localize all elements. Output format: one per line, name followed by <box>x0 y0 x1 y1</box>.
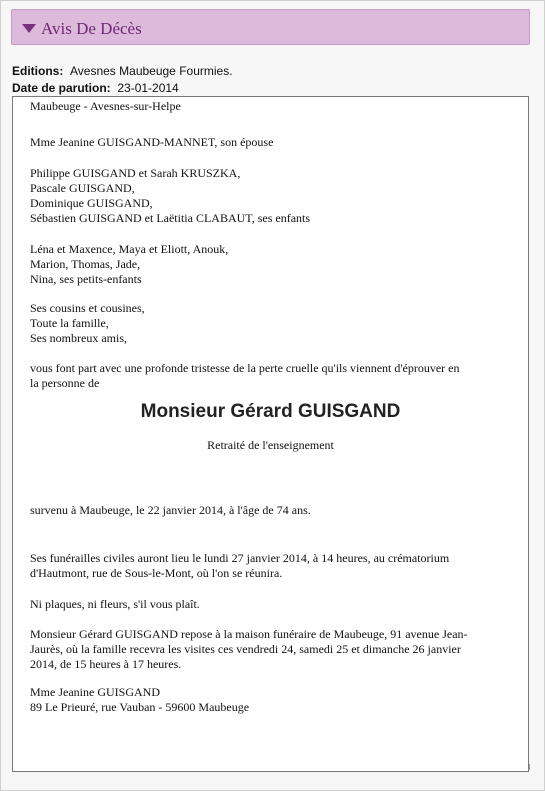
section-header[interactable] <box>11 9 530 45</box>
deceased-title: Retraité de l'enseignement <box>207 438 334 452</box>
notice-children: Philippe GUISGAND et Sarah KRUSZKA, Pascale GUISGAND, Dominique GUISGAND, Sébastien GUISGAND et Laëtitia CLABAUT, ses enfants <box>30 166 311 225</box>
notice-spouse: Mme Jeanine GUISGAND-MANNET, son épouse <box>30 135 274 149</box>
notice-location: Maubeuge - Avesnes-sur-Helpe <box>30 99 181 113</box>
notice-announcement: vous font part avec une profonde tristesse de la perte cruelle qu'ils viennent d'éprouver en la personne de <box>30 361 460 390</box>
publication-date-label: Date de parution: <box>12 81 111 95</box>
resize-mark <box>529 764 530 770</box>
editions-value: Avesnes Maubeuge Fourmies. <box>70 64 233 78</box>
notice-visits: Monsieur Gérard GUISGAND repose à la maison funéraire de Maubeuge, 91 avenue Jean- Jaurès, où la famille recevra les visites ces vendredi 24, samedi 25 et dimanche 26 janvier 2014, de 15 heures à 17 heures. <box>30 627 468 671</box>
notice-funeral: Ses funérailles civiles auront lieu le lundi 27 janvier 2014, à 14 heures, au crématorium d'Hautmont, rue de Sous-le-Mont, où l'on se réunira. <box>30 551 450 580</box>
publication-date-value: 23-01-2014 <box>117 81 179 95</box>
deceased-name: Monsieur Gérard GUISGAND <box>140 401 401 422</box>
editions-label: Editions: <box>12 64 64 78</box>
notice-contact: Mme Jeanine GUISGAND 89 Le Prieuré, rue Vauban - 59600 Maubeuge <box>30 685 250 714</box>
editions-line <box>12 64 233 78</box>
notice-family: Ses cousins et cousines, Toute la famille, Ses nombreux amis, <box>30 301 145 345</box>
collapse-triangle-icon[interactable] <box>22 24 36 33</box>
notice-grandchildren: Léna et Maxence, Maya et Eliott, Anouk, Marion, Thomas, Jade, Nina, ses petits-enfants <box>30 242 229 286</box>
obituary-notice <box>12 96 529 772</box>
notice-flowers: Ni plaques, ni fleurs, s'il vous plaît. <box>30 597 200 611</box>
notice-death: survenu à Maubeuge, le 22 janvier 2014, à l'âge de 74 ans. <box>30 503 311 517</box>
section-title: Avis De Décès <box>41 19 142 38</box>
publication-date-line <box>12 81 179 95</box>
